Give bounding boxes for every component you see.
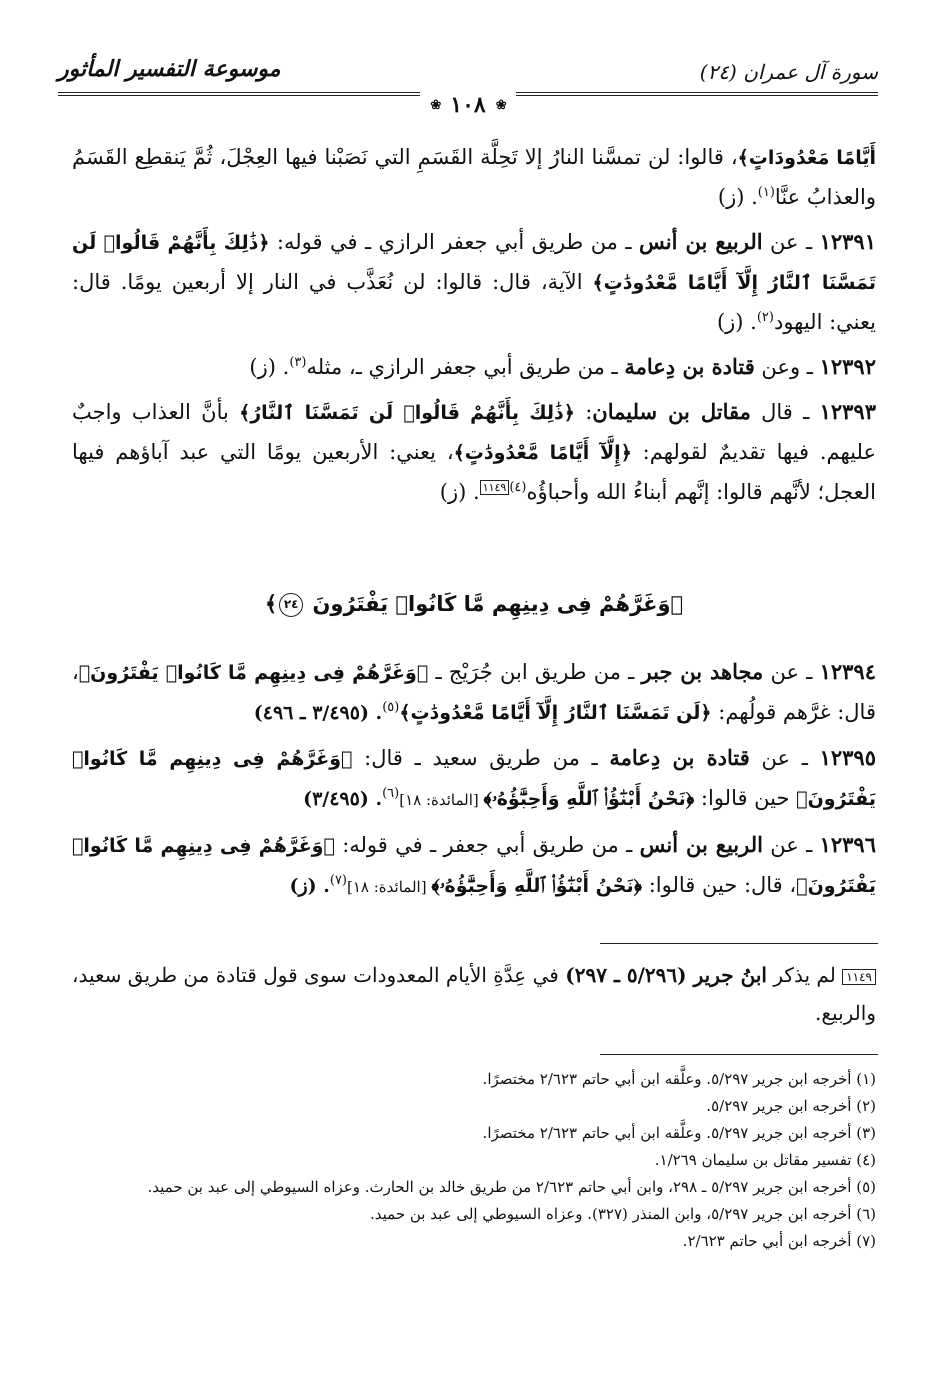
quran-quote: ﴿نَحْنُ أَبْنَٰٓؤُا۟ ٱللَّهِ وَأَحِبَّٰٓؤُهُۥ﴾ [431,875,643,897]
verse-text: ﴿وَغَرَّهُمْ فِى دِينِهِم مَّا كَانُوا۟ يَفْتَرُونَ [312,592,684,616]
narration-number: ١٢٣٩٣ [819,399,876,424]
paragraph-text: ، قال: غرَّهم قولُهم: [72,660,876,724]
commentary-separator [600,943,878,944]
narration-number: ١٢٣٩٦ [819,832,876,857]
paragraph-text: بأنَّ العذاب واجبٌ عليهم. فيها تقديمٌ لقولهم: [72,400,876,464]
commentary-text: في عِدَّةِ الأيام المعدودات سوى قول قتادة من طريق سعيد، والربيع. [72,963,876,1025]
narration-12395 [72,738,876,820]
footnote-marker: (٧) [329,873,347,888]
narration-lead: ـ عن [749,746,820,770]
narrator-name: مجاهد بن جبر [641,659,764,684]
paragraph-text: ، يعني: الأربعين يومًا التي عبد آباؤهم فيها العجل؛ لأنَّهم قالوا: إنَّهم أبناءُ الله وأحباؤُه [72,440,876,504]
volume-reference: . (٣/٤٩٥) [303,788,383,810]
narration-lead: ـ عن [762,230,820,254]
narration-12393 [72,392,876,512]
quran-quote: أَيَّامًا مَعْدُودَاتٍ﴾ [737,147,876,169]
narration-lead: ـ عن [763,660,820,684]
footnote-item: (١) أخرجه ابن جرير ٥/٢٩٧. وعلَّقه ابن أبي حاتم ٢/٦٢٣ مختصرًا. [482,1070,876,1088]
book-title: موسوعة التفسير المأثور [58,56,281,82]
quran-quote: ﴿إِلَّآ أَيَّامًا مَّعْدُودَٰتٍ﴾ [453,442,632,464]
footnote-separator [600,1054,878,1055]
page-number-area [58,94,878,116]
verse-heading [72,592,876,622]
footnote-marker: (٥) [382,700,400,715]
narrator-name: قتادة بن دِعامة [609,745,750,770]
footnote-item: (٣) أخرجه ابن جرير ٥/٢٩٧. وعلَّقه ابن أبي حاتم ٢/٦٢٣ مختصرًا. [482,1124,876,1142]
footnote-item: (٤) تفسير مقاتل بن سليمان ١/٢٦٩. [654,1151,876,1169]
paragraph-text: ـ من طريق أبي جعفر الرازي ـ في قوله: [269,230,639,254]
narration-12392 [72,347,876,387]
paragraph-continuation [72,138,876,217]
page-header [58,52,878,118]
paragraph-text: ـ من طريق ابن جُرَيْج ـ [428,660,642,684]
narrator-name: الربيع بن أنس [639,832,763,857]
quran-quote: ﴿ذَٰلِكَ بِأَنَّهُمْ قَالُوا۟ لَن تَمَسَّنَا ٱلنَّارُ﴾ [239,402,575,424]
paragraph-text: حين قالوا: [694,786,797,810]
ornament-icon: ❀ [430,97,441,113]
verse-close: ﴾ [264,592,278,616]
narration-lead: ـ قال [750,400,820,424]
footnote-marker: (٦) [382,786,400,801]
commentary-ref-box: ١١٤٩ [480,480,510,495]
footnote-item: (٦) أخرجه ابن جرير ٥/٢٩٧، وابن المنذر (٣٢٧). وعزاه السيوطي إلى عبد بن حميد. [369,1205,876,1223]
footnote-marker: (١) [757,185,775,200]
footnote-item: (٧) أخرجه ابن أبي حاتم ٢/٦٢٣. [682,1232,876,1250]
footnote-marker: (٤) [509,480,527,495]
narration-12394 [72,652,876,733]
quran-quote: ﴿وَغَرَّهُمْ فِى دِينِهِم مَّا كَانُوا۟ يَفْتَرُونَ﴾ [78,662,429,684]
quran-quote: ﴿ذَٰلِكَ بِأَنَّهُمْ قَالُوا۟ لَن تَمَسَّنَا ٱلنَّارُ إِلَّآ أَيَّامًا مَّعْدُودَٰتٍ﴾ [72,232,876,294]
commentator-name: ابنُ جرير [693,963,767,987]
footnote-marker: (٣) [289,355,307,370]
main-text [72,138,876,517]
quran-quote: ﴿نَحْنُ أَبْنَٰٓؤُا۟ ٱللَّهِ وَأَحِبَّٰٓؤُهُۥ﴾ [483,788,695,810]
paragraph-text: ، قال: حين قالوا: [642,873,797,897]
narration-lead: ـ عن [762,833,820,857]
paragraph-tail: . (ز) [716,310,757,334]
narration-number: ١٢٣٩٥ [819,745,876,770]
narration-number: ١٢٣٩٢ [819,354,876,379]
paragraph-text: ـ من طريق أبي جعفر الرازي ـ، مثله [306,355,625,379]
narration-lead: ـ وعن [754,355,820,379]
surah-title: سورة آل عمران (٢٤) [699,60,878,84]
paragraph-text: الآية، قال: قالوا: لن نُعَذَّب في النار إلا أربعين يومًا. قال: يعني: اليهود [72,270,876,334]
commentary-lead: لم يذكر [766,963,843,987]
paragraph-text: ، قالوا: لن تمسَّنا النارُ إلا تَحِلَّة القَسَمِ التي نَصَبْنا فيها العِجْلَ، ثُمَّ يَنقطِع القَسَمُ والعذابُ عنَّا [72,145,876,209]
volume-reference: . (٣/٤٩٥ ـ ٤٩٦) [253,702,383,724]
surah-citation: [المائدة: ١٨] [347,878,432,896]
narration-number: ١٢٣٩١ [819,229,876,254]
paragraph-text: ـ من طريق سعيد ـ قال: [352,746,610,770]
footnote-item: (٥) أخرجه ابن جرير ٥/٢٩٧ ـ ٢٩٨، وابن أبي حاتم ٢/٦٢٣ من طريق خالد بن الحارث. وعزاه السيوطي إلى عبد بن حميد. [147,1178,876,1196]
paragraph-tail: . (ز) [249,355,290,379]
narration-12396 [72,825,876,907]
footnotes [72,1066,876,1255]
narration-number: ١٢٣٩٤ [819,659,876,684]
narrator-name: الربيع بن أنس [638,229,763,254]
narration-12391 [72,222,876,342]
ornament-icon: ❀ [495,97,506,113]
main-text-2 [72,652,876,912]
footnote-marker: (٢) [756,310,774,325]
quran-quote: ﴿لَن تَمَسَّنَا ٱلنَّارُ إِلَّآ أَيَّامًا مَّعْدُودَٰتٍ﴾ [399,702,712,724]
page-number: ١٠٨ [450,92,486,118]
quran-quote: ﴿وَغَرَّهُمْ فِى دِينِهِم مَّا كَانُوا۟ يَفْتَرُونَ﴾ [72,835,876,897]
volume-reference: . (ز) [289,875,330,897]
commentary-number-box: ١١٤٩ [842,969,876,985]
paragraph-tail: . (ز) [439,480,480,504]
narrator-name: قتادة بن دِعامة [624,354,755,379]
quran-quote: ﴿وَغَرَّهُمْ فِى دِينِهِم مَّا كَانُوا۟ يَفْتَرُونَ﴾ [72,748,876,810]
paragraph-text: : [574,400,593,424]
paragraph-text: ـ من طريق أبي جعفر ـ في قوله: [334,833,640,857]
paragraph-tail: . (ز) [717,185,758,209]
commentary-note [72,956,876,1032]
commentary-reference: (٥/٢٩٦ ـ ٢٩٧) [565,963,694,987]
footnote-item: (٢) أخرجه ابن جرير ٥/٢٩٧. [706,1097,876,1115]
narrator-name: مقاتل بن سليمان [592,399,751,424]
surah-citation: [المائدة: ١٨] [399,791,484,809]
ayah-number-badge: ٢٤ [279,593,303,617]
